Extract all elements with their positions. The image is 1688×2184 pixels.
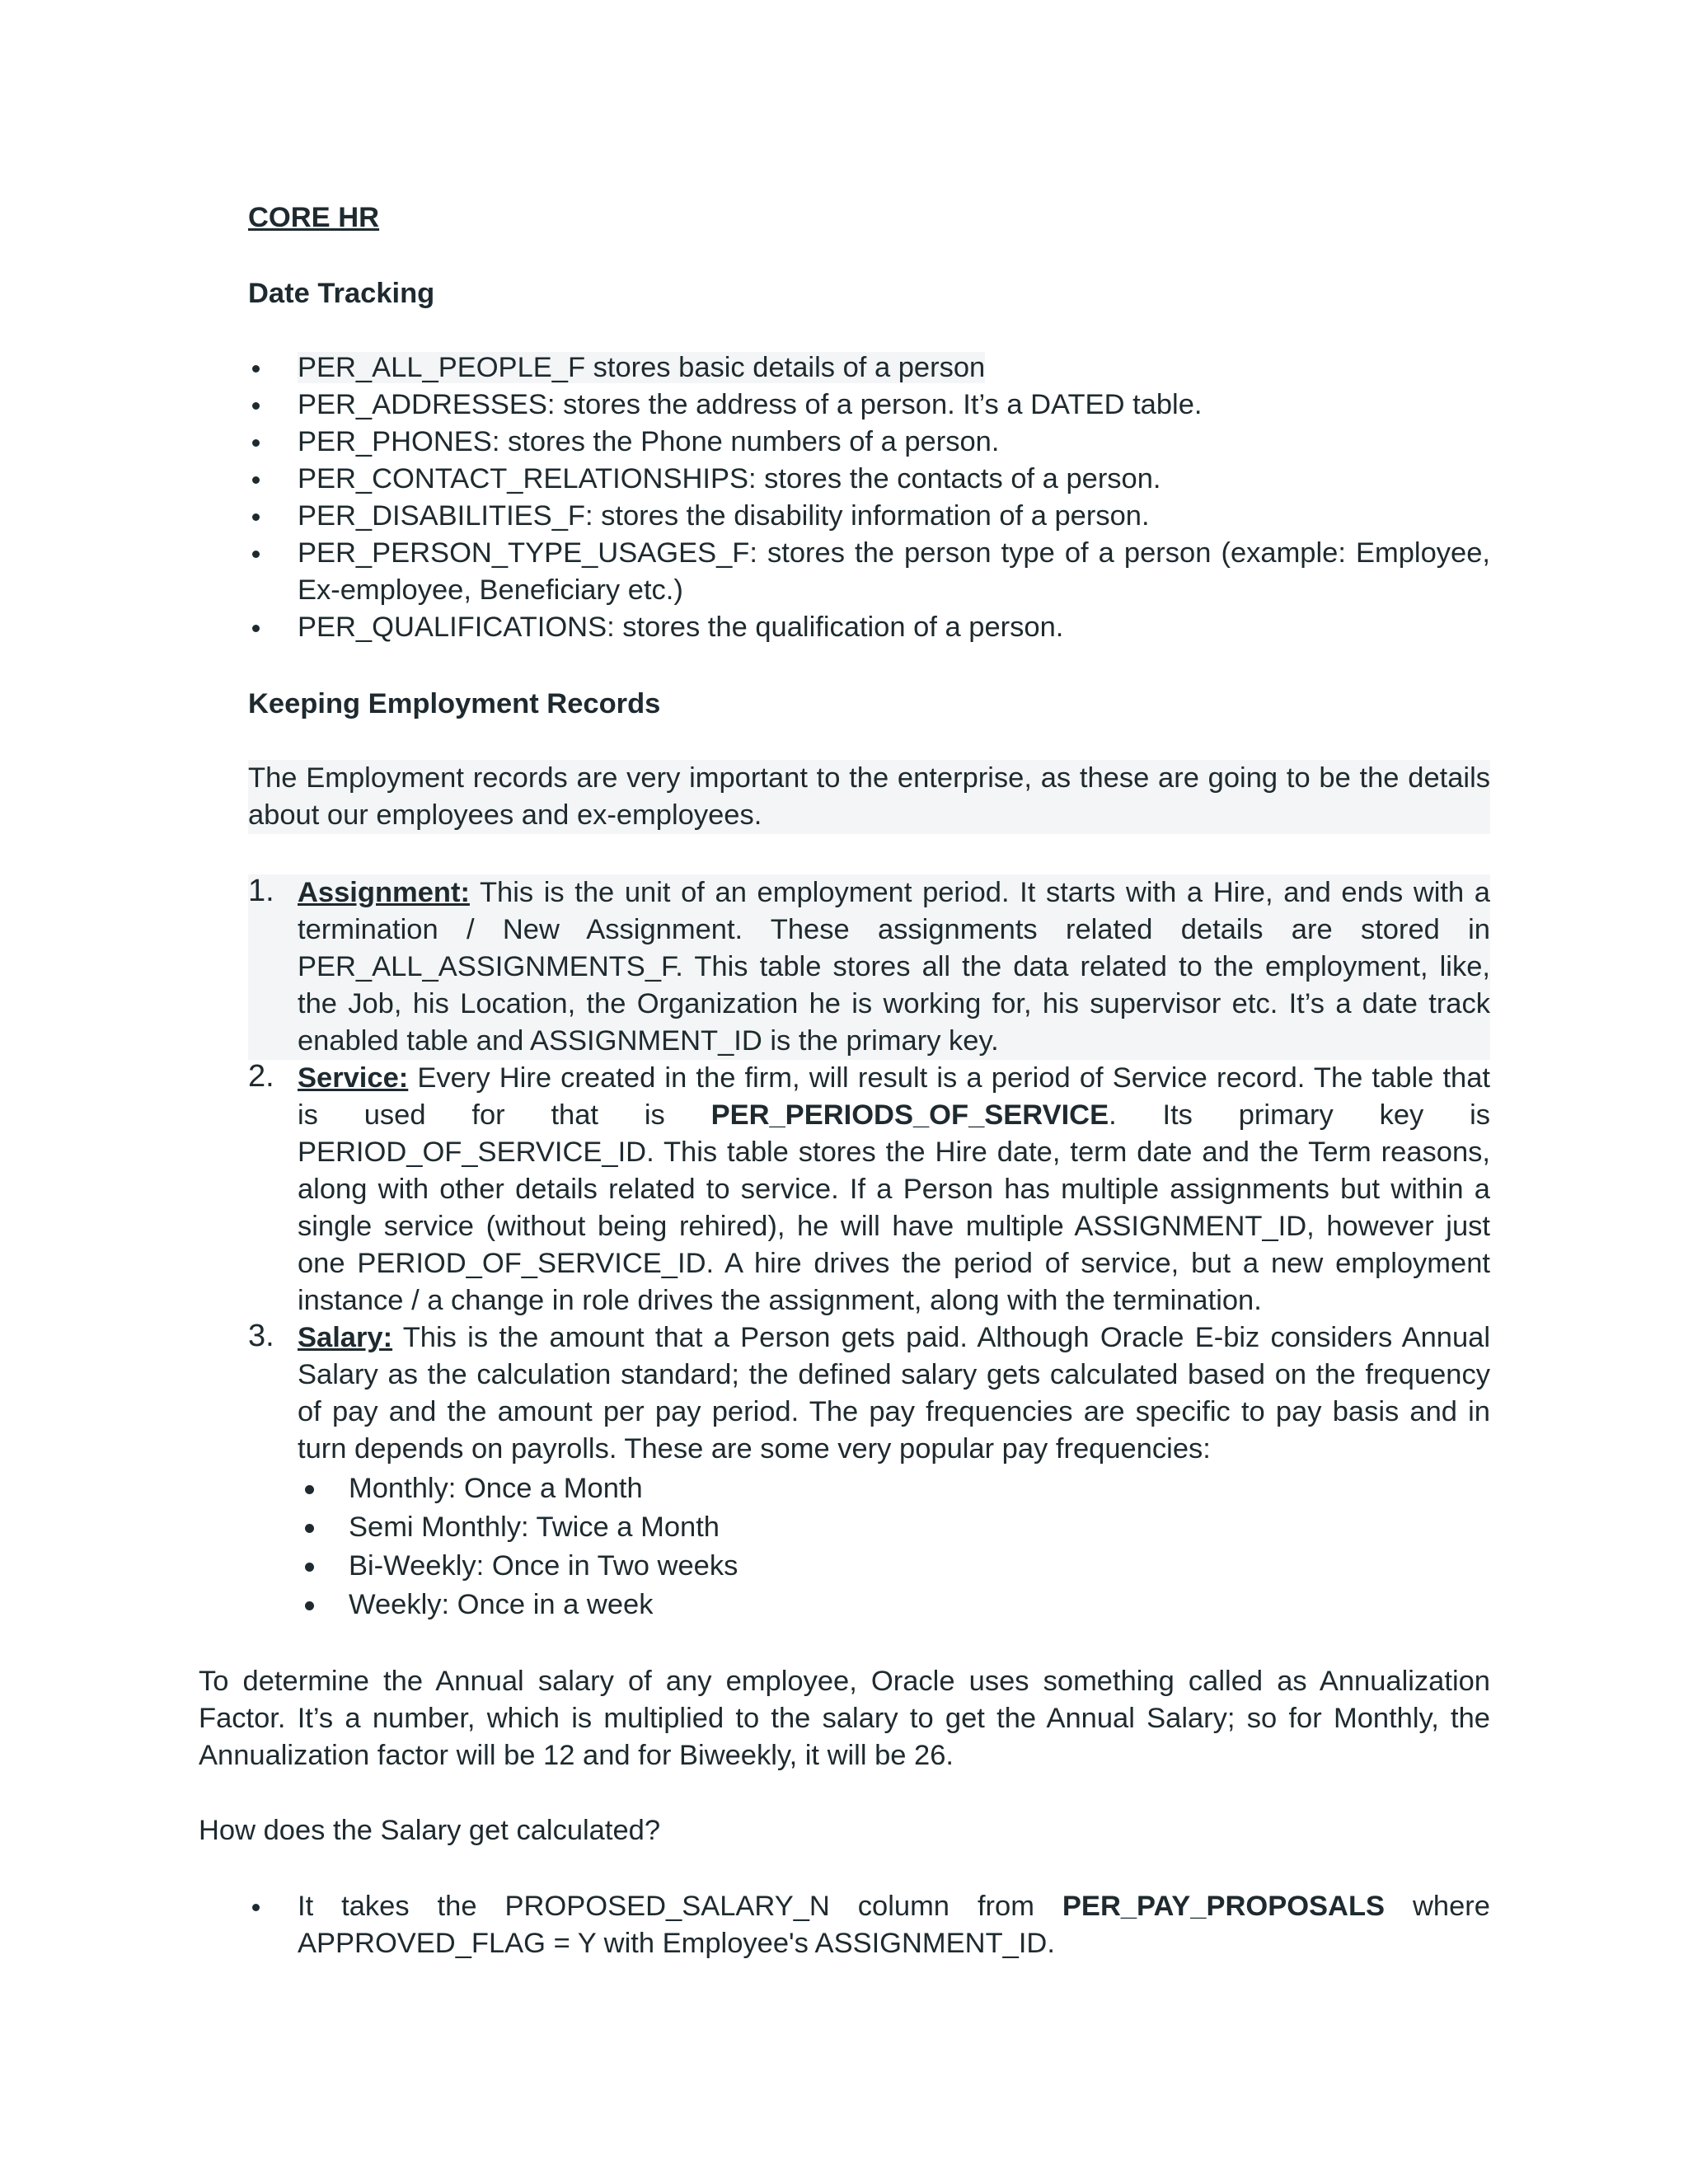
salary-question: How does the Salary get calculated? — [199, 1815, 661, 1846]
bullet-icon — [252, 402, 260, 410]
list-number: 1. — [248, 874, 274, 908]
frequency-list — [248, 1469, 1490, 1624]
list-item-salary — [248, 1319, 1490, 1624]
bullet-icon — [252, 1904, 260, 1911]
list-item: It takes the PROPOSED_SALARY_N column from PER_PAY_PROPOSALS where APPROVED_FLAG = Y with Employee's ASSIGNMENT_ID. — [248, 1888, 1490, 1962]
employment-list-container — [248, 874, 1490, 1624]
list-item-assignment — [248, 874, 1490, 1060]
employment-intro: The Employment records are very important to the enterprise, as these are going to be the details about our employees and ex-employees. — [248, 760, 1490, 834]
date-tracking-list-container — [248, 349, 1490, 646]
bullet-icon — [252, 625, 260, 632]
calc-list — [248, 1888, 1490, 1962]
service-text-a: Every Hire created in the firm, will result is a period of Service record. The table that is used for that is — [298, 1062, 1490, 1131]
bullet-icon — [305, 1485, 314, 1494]
list-item: Weekly: Once in a week — [248, 1586, 1490, 1624]
date-tracking-heading: Date Tracking — [248, 278, 435, 309]
employment-list — [248, 874, 1490, 1624]
annualization-paragraph: To determine the Annual salary of any employee, Oracle uses something called as Annualization Factor. It’s a number, which is multiplied to the salary to get the Annual Salary; so for Monthly, the Annualization factor will be 12 and for Biweekly, it will be 26. — [199, 1666, 1490, 1771]
assignment-text: This is the unit of an employment period. It starts with a Hire, and ends with a termination / New Assignment. These assignments related details are stored in PER_ALL_ASSIGNMENTS_F. This table stores all the data related to the employment, like, the Job, his Location, the Organization he is working for, his supervisor etc. It’s a date track enabled table and ASSIGNMENT_ID is the primary key. — [298, 877, 1490, 1057]
list-item: PER_DISABILITIES_F: stores the disability information of a person. — [248, 498, 1490, 535]
pay-proposals-table-name: PER_PAY_PROPOSALS — [1062, 1891, 1386, 1922]
list-number: 3. — [248, 1319, 274, 1353]
list-item: PER_CONTACT_RELATIONSHIPS: stores the contacts of a person. — [248, 461, 1490, 498]
list-item: PER_ALL_PEOPLE_F stores basic details of a person — [248, 349, 1490, 387]
bullet-icon — [305, 1563, 314, 1572]
list-number: 2. — [248, 1059, 274, 1094]
list-item: PER_PERSON_TYPE_USAGES_F: stores the person type of a person (example: Employee, Ex-employee, Beneficiary etc.) — [248, 535, 1490, 609]
list-item-service — [248, 1060, 1490, 1319]
list-item: PER_PHONES: stores the Phone numbers of a person. — [248, 424, 1490, 461]
bullet-icon — [252, 476, 260, 484]
bullet-icon — [252, 551, 260, 558]
bullet-icon — [305, 1601, 314, 1610]
salary-label: Salary: — [298, 1322, 393, 1353]
list-item: PER_ADDRESSES: stores the address of a person. It’s a DATED table. — [248, 387, 1490, 424]
salary-text: This is the amount that a Person gets paid. Although Oracle E-biz considers Annual Salary as the calculation standard; the defined salary gets calculated based on the frequency of pay and the amount per pay period. The pay frequencies are specific to pay basis and in turn depends on payrolls. These are some very popular pay frequencies: — [298, 1322, 1490, 1465]
employment-heading: Keeping Employment Records — [248, 688, 661, 719]
list-item: Monthly: Once a Month — [248, 1469, 1490, 1508]
list-item: PER_QUALIFICATIONS: stores the qualification of a person. — [248, 609, 1490, 646]
service-table-name: PER_PERIODS_OF_SERVICE — [710, 1099, 1109, 1131]
bullet-icon — [252, 439, 260, 447]
bullet-icon — [252, 365, 260, 373]
date-tracking-list — [248, 349, 1490, 646]
assignment-label: Assignment: — [298, 877, 470, 908]
list-item: Semi Monthly: Twice a Month — [248, 1508, 1490, 1547]
calc-list-container — [248, 1888, 1490, 1962]
service-text-b: . Its primary key is PERIOD_OF_SERVICE_ID. This table stores the Hire date, term date and the Term reasons, along with other details related to service. If a Person has multiple assignments but within a single service (without being rehired), he will have multiple ASSIGNMENT_ID, however just one PERIOD_OF_SERVICE_ID. A hire drives the period of service, but a new employment instance / a change in role drives the assignment, along with the termination. — [298, 1099, 1490, 1316]
document-title: CORE HR — [248, 202, 380, 233]
bullet-icon — [252, 513, 260, 521]
list-item: Bi-Weekly: Once in Two weeks — [248, 1547, 1490, 1586]
bullet-icon — [305, 1524, 314, 1533]
service-label: Service: — [298, 1062, 409, 1094]
